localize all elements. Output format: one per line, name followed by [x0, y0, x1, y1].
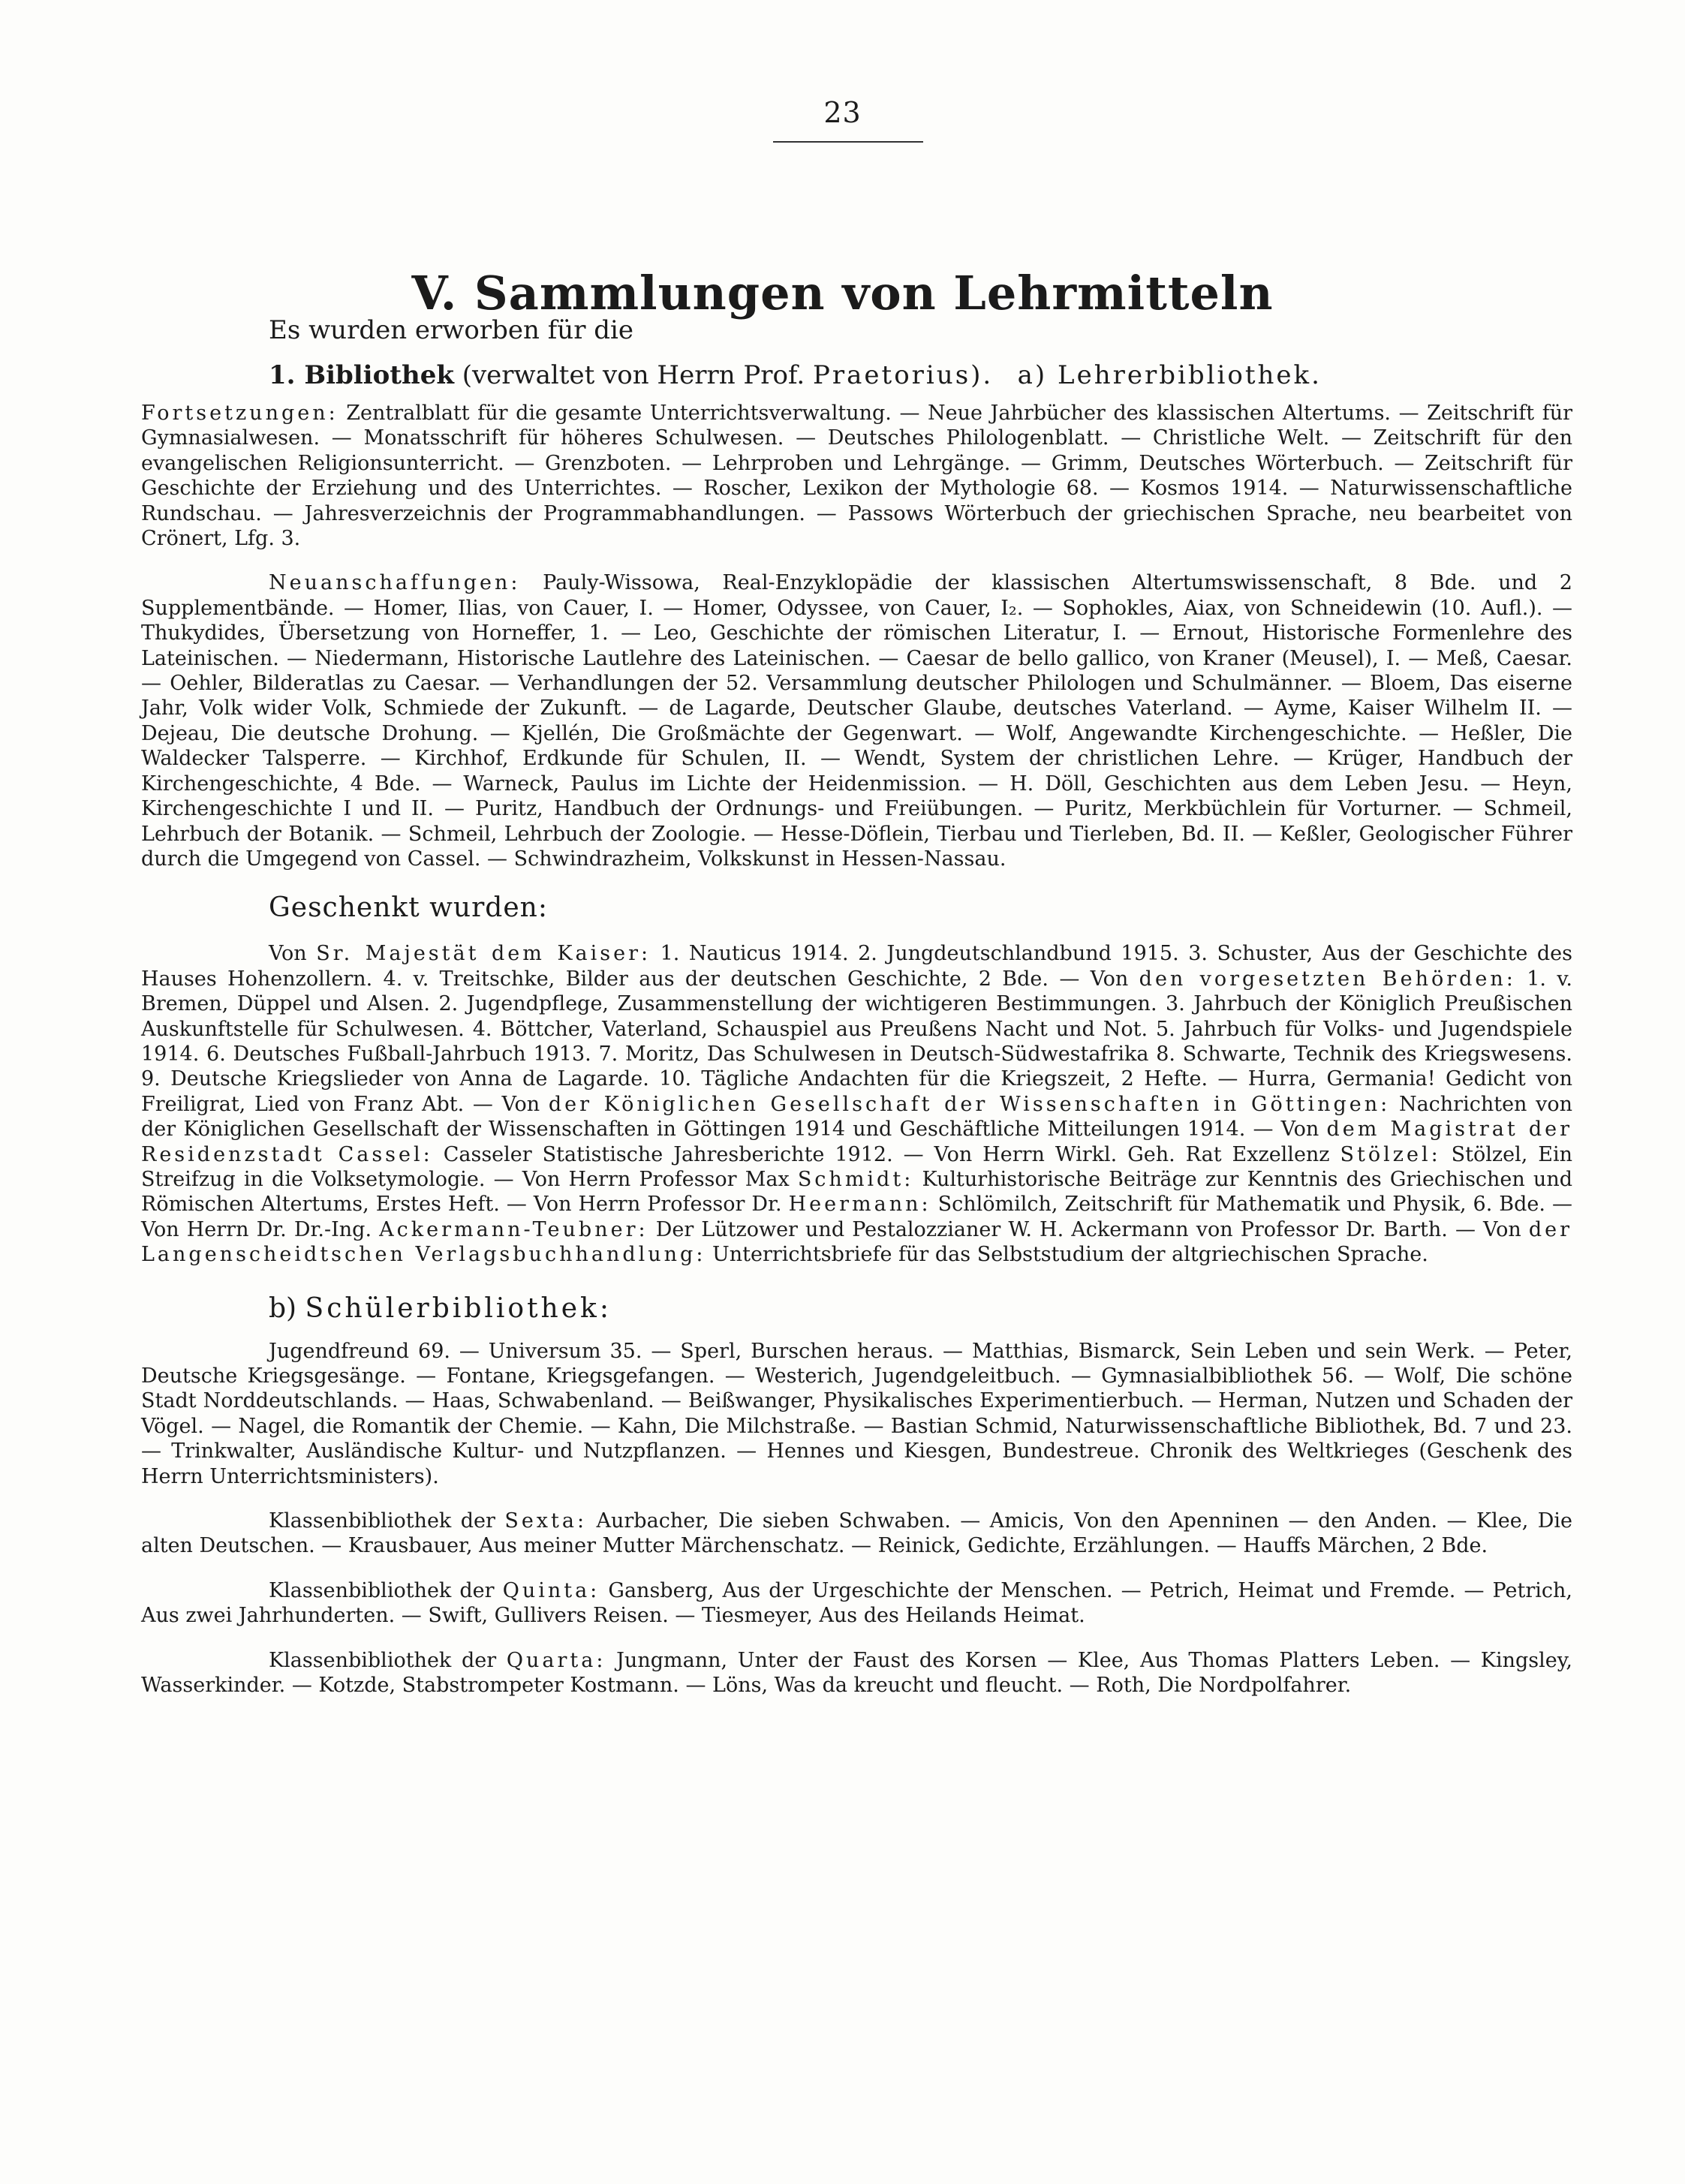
neuanschaffungen-label: Neuanschaffungen:	[269, 571, 521, 595]
teacher-library-heading: a) Lehrerbibliothek.	[1017, 360, 1322, 390]
donation-ackermann: Der Lützower und Pestalozzianer W. H. Ackermann von Professor Dr. Barth. — Von	[655, 1217, 1521, 1241]
sexta-text: Aurbacher, Die sieben Schwaben. — Amicis, Von den Apenninen — den Anden. — Klee, Die alten Deutschen. — Krausbauer, Aus meiner Mutter Märchenschatz. — Reinick, Gedichte, Erzählungen. — Hauffs Märchen, 2 Bde.	[141, 1509, 1573, 1558]
library-heading	[269, 360, 1572, 390]
spacer	[141, 1489, 1572, 1509]
spacer	[141, 551, 1572, 570]
donation-behoerden: 1. v. Bremen, Düppel und Alsen. 2. Jugendpflege, Zusammenstellung der wichtigeren Bestimmungen. 3. Jahrbuch der Königlich Preußischen Auskunftstelle für Schulwesen. 4. Böttcher, Vaterland, Schauspiel aus Preußens Nacht und Not. 5. Jahrbuch für Volks- und Jugendspiele 1914. 6. Deutsches Fußball-Jahrbuch 1913. 7. Moritz, Das Schulwesen in Deutsch-Südwestafrika 8. Schwarte, Technik des Kriegswesens. 9. Deutsche Kriegslieder von Anna de Lagarde. 10. Tägliche Andachten für die Kriegszeit, 2 Hefte. — Hurra, Germania! Gedicht von Freiligrat, Lied von Franz Abt. — Von	[141, 967, 1572, 1116]
fortsetzungen-paragraph	[141, 401, 1572, 551]
geschenkt-lead: Von	[269, 942, 307, 966]
sexta-label: Sexta:	[504, 1509, 588, 1533]
schuelerbibliothek-prefix: b)	[269, 1292, 297, 1324]
quarta-label: Quarta:	[506, 1648, 606, 1672]
fortsetzungen-text: Zentralblatt für die gesamte Unterrichtsverwaltung. — Neue Jahrbücher des klassischen Altertums. — Zeitschrift für Gymnasialwesen. — Monatsschrift für höheres Schulwesen. — Deutsches Philologenblatt. — Christliche Welt. — Zeitschrift für den evangelischen Religionsunterricht. — Grenzboten. — Lehrproben und Lehrgänge. — Grimm, Deutsches Wörterbuch. — Zeitschrift für Geschichte der Erziehung und des Unterrichtes. — Roscher, Lexikon der Mythologie 68. — Kosmos 1914. — Naturwissenschaftliche Rundschau. — Jahresverzeichnis der Programmabhandlungen. — Passows Wörterbuch der griechischen Sprache, neu bearbeitet von Crönert, Lfg. 3.	[141, 402, 1572, 551]
donor-gesellschaft: der Königlichen Gesellschaft der Wissenschaften in Göttingen:	[548, 1092, 1391, 1116]
schuelerbibliothek-heading	[269, 1293, 1572, 1324]
spacer	[141, 1629, 1572, 1648]
donation-langenscheidt: Unterrichtsbriefe für das Selbststudium der altgriechischen Sprache.	[712, 1243, 1428, 1267]
quarta-prefix: Klassenbibliothek der	[269, 1648, 497, 1672]
donor-heermann: Heermann:	[788, 1193, 931, 1217]
intro-line: Es wurden erworben für die	[269, 315, 634, 345]
page-number: 23	[823, 96, 862, 129]
donor-langenscheidt: der Langenscheidtschen Verlagsbuchhandlung:	[141, 1217, 1572, 1267]
donation-magistrat: Casseler Statistische Jahresberichte 1912. — Von Herrn Wirkl. Geh. Rat Exzellenz	[443, 1142, 1330, 1166]
sexta-prefix: Klassenbibliothek der	[269, 1509, 495, 1533]
quinta-text: Gansberg, Aus der Urgeschichte der Menschen. — Petrich, Heimat und Fremde. — Petrich, Aus zwei Jahrhunderten. — Swift, Gullivers Reisen. — Tiesmeyer, Aus des Heilands Heimat.	[141, 1578, 1572, 1628]
library-title: 1. Bibliothek	[269, 360, 454, 390]
donor-stoelzel: Stölzel:	[1340, 1142, 1441, 1166]
schuelerbibliothek-title: Schülerbibliothek:	[305, 1292, 612, 1324]
body-text	[141, 315, 1572, 1698]
donor-schmidt: Schmidt:	[797, 1167, 914, 1191]
library-managed-by: (verwaltet von Herrn Prof.	[462, 360, 805, 390]
neuanschaffungen-text: Pauly-Wissowa, Real-Enzyklopädie der klassischen Altertumswissenschaft, 8 Bde. und 2 Supplementbände. — Homer, Ilias, von Cauer, I. — Homer, Odyssee, von Cauer, I₂. — Sophokles, Aiax, von Schneidewin (10. Aufl.). — Thukydides, Übersetzung von Horneffer, 1. — Leo, Geschichte der römischen Literatur, I. — Ernout, Historische Formenlehre des Lateinischen. — Niedermann, Historische Lautlehre des Lateinischen. — Caesar de bello gallico, von Kraner (Meusel), I. — Meß, Caesar. — Oehler, Bilderatlas zu Caesar. — Verhandlungen der 52. Versammlung deutscher Philologen und Schulmänner. — Bloem, Das eiserne Jahr, Volk wider Volk, Schmiede der Zukunft. — de Lagarde, Deutscher Glaube, deutsches Vaterland. — Ayme, Kaiser Wilhelm II. — Dejeau, Die deutsche Drohung. — Kjellén, Die Großmächte der Gegenwart. — Wolf, Angewandte Kirchengeschichte. — Heßler, Die Waldecker Talsperre. — Kirchhof, Erdkunde für Schulen, II. — Wendt, System der christlichen Lehre. — Krüger, Handbuch der Kirchengeschichte, 4 Bde. — Warneck, Paulus im Lichte der Heidenmission. — H. Döll, Geschichten aus dem Leben Jesu. — Heyn, Kirchengeschichte I und II. — Puritz, Handbuch der Ordnungs- und Freiübungen. — Puritz, Merkbüchlein für Vorturner. — Schmeil, Lehrbuch der Botanik. — Schmeil, Lehrbuch der Zoologie. — Hesse-Döflein, Tierbau und Tierleben, Bd. II. — Keßler, Geologischer Führer durch die Umgegend von Cassel. — Schwindrazheim, Volkskunst in Hessen-Nassau.	[141, 571, 1572, 871]
donor-ackermann: Ackermann-Teubner:	[379, 1217, 648, 1241]
donor-magistrat: dem Magistrat der Residenzstadt Cassel:	[141, 1118, 1572, 1166]
section-heading: V. Sammlungen von Lehrmitteln	[411, 265, 1274, 320]
geschenkt-paragraph	[141, 941, 1572, 1267]
neuanschaffungen-paragraph	[141, 570, 1572, 871]
geschenkt-heading: Geschenkt wurden:	[269, 892, 548, 924]
spacer	[141, 1559, 1572, 1578]
donation-gesellschaft: Nachrichten von der Königlichen Gesellschaft der Wissenschaften in Göttingen 1914 und Geschäftliche Mitteilungen 1914. — Von	[141, 1092, 1573, 1142]
page-number-rule	[773, 141, 923, 143]
quinta-label: Quinta:	[502, 1578, 600, 1602]
sexta-paragraph	[141, 1509, 1572, 1559]
quarta-paragraph	[141, 1648, 1572, 1698]
donor-behoerden: den vorgesetzten Behörden:	[1139, 967, 1516, 991]
schuelerbibliothek-paragraph: Jugendfreund 69. — Universum 35. — Sperl, Burschen heraus. — Matthias, Bismarck, Sein Leben und sein Werk. — Peter, Deutsche Kriegsgesänge. — Fontane, Kriegsgefangen. — Westerich, Jugendgeleitbuch. — Gymnasialbibliothek 56. — Wolf, Die schöne Stadt Norddeutschlands. — Haas, Schwabenland. — Beißwanger, Physikalisches Experimentierbuch. — Herman, Nutzen und Schaden der Vögel. — Nagel, die Romantik der Chemie. — Kahn, Die Milchstraße. — Bastian Schmid, Naturwissenschaftliche Bibliothek, Bd. 7 und 23. — Trinkwalter, Ausländische Kultur- und Nutzpflanzen. — Hennes und Kiesgen, Bundestreue. Chronik des Weltkrieges (Geschenk des Herrn Unterrichtsministers).	[141, 1339, 1572, 1488]
donation-stoelzel: Stölzel, Ein Streifzug in die Volksetymologie. — Von Herrn Professor Max	[141, 1142, 1573, 1191]
quarta-text: Jungmann, Unter der Faust des Korsen — Klee, Aus Thomas Platters Leben. — Kingsley, Wasserkinder. — Kotzde, Stabstrompeter Kostmann. — Löns, Was da kreucht und fleucht. — Roth, Die Nordpolfahrer.	[141, 1648, 1572, 1698]
quinta-prefix: Klassenbibliothek der	[269, 1578, 495, 1602]
donation-kaiser: 1. Nauticus 1914. 2. Jungdeutschlandbund 1915. 3. Schuster, Aus der Geschichte des Hauses Hohenzollern. 4. v. Treitschke, Bilder aus der deutschen Geschichte, 2 Bde. — Von	[141, 942, 1572, 991]
donation-heermann: Schlömilch, Zeitschrift für Mathematik und Physik, 6. Bde. — Von Herrn Dr. Dr.-Ing.	[141, 1193, 1572, 1241]
quinta-paragraph	[141, 1578, 1572, 1629]
library-manager: Praetorius).	[813, 360, 994, 390]
fortsetzungen-label: Fortsetzungen:	[141, 402, 339, 425]
donation-schmidt: Kulturhistorische Beiträge zur Kenntnis des Griechischen und Römischen Altertums, Erstes Heft. — Von Herrn Professor Dr.	[141, 1167, 1572, 1217]
donor-kaiser: Sr. Majestät dem Kaiser:	[316, 942, 651, 966]
